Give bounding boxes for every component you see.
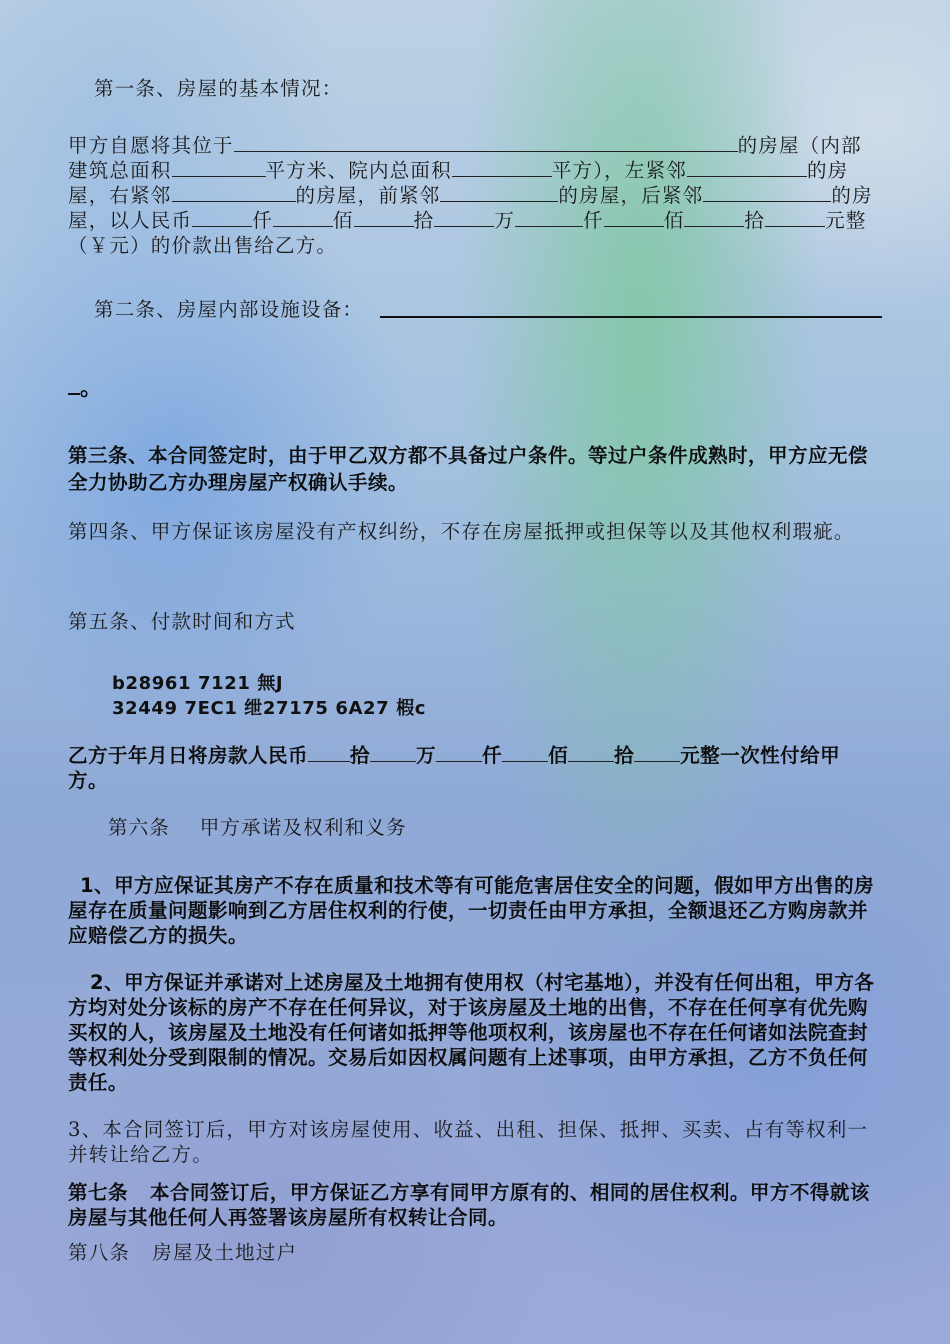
blank-amount-5	[515, 208, 583, 227]
article-6-title: 第六条 甲方承诺及权利和义务	[108, 816, 407, 839]
art1-text-8: 的房屋，以人民币	[68, 184, 873, 232]
blank-facilities	[380, 316, 882, 318]
blank-pay-6	[634, 743, 680, 762]
blank-left-neighbor	[687, 158, 807, 177]
article-3: 第三条、本合同签定时，由于甲乙双方都不具备过户条件。等过户条件成熟时，甲方应无偿全力协助乙方办理房屋产权确认手续。	[68, 444, 869, 494]
blank-amount-6	[604, 208, 664, 227]
blank-front-neighbor	[440, 183, 558, 202]
article-6-item-1: 1、甲方应保证其房产不存在质量和技术等有可能危害居住安全的问题，假如甲方出售的房屋存在质量问题影响到乙方居住权利的行使，一切责任由甲方承担，全额退还乙方购房款并应赔偿乙方的损失。	[68, 874, 875, 947]
art1-unit-wan: 万	[494, 209, 516, 232]
art1-text-6: 的房屋，前紧邻	[295, 184, 441, 207]
blank-amount-2	[273, 208, 333, 227]
art1-unit-qian: 仟	[252, 209, 273, 232]
blank-amount-3	[354, 208, 414, 227]
art1-text-7: 的房屋，后紧邻	[558, 184, 704, 207]
blank-amount-4	[434, 208, 494, 227]
article-2-end	[68, 375, 876, 401]
blank-pay-4	[502, 743, 548, 762]
article-7: 第七条 本合同签订后，甲方保证乙方享有同甲方原有的、相同的居住权利。甲方不得就该房屋与其他任何人再签署该房屋所有权转让合同。	[68, 1181, 870, 1229]
art1-text-2: 的房屋（内部建筑总面积	[68, 134, 862, 182]
article-5-payment	[68, 743, 876, 793]
blank-pay-3	[436, 743, 482, 762]
pay-text-a: 乙方于年月日将房款人民币	[68, 744, 309, 767]
art1-unit-shi: 拾	[413, 209, 435, 232]
blank-pay-1	[308, 743, 350, 762]
art1-unit-qian-2: 仟	[583, 209, 604, 232]
article-5-title: 第五条、付款时间和方式	[68, 610, 296, 633]
pay-unit-bai: 佰	[548, 744, 569, 767]
blank-pay-2	[370, 743, 416, 762]
article-8-title: 第八条 房屋及土地过户	[68, 1241, 298, 1264]
art1-text-1: 甲方自愿将其位于	[68, 134, 234, 157]
article-1-body	[68, 133, 876, 258]
art1-text-3: 平方米、院内总面积	[265, 159, 452, 182]
article-6-item-3: 3、本合同签订后，甲方对该房屋使用、收益、出租、担保、抵押、买卖、占有等权利一并转让给乙方。	[68, 1118, 869, 1166]
article-6-item-2: 2、甲方保证并承诺对上述房屋及土地拥有使用权（村宅基地），并没有任何出租，甲方各方均对处分该标的房产不存在任何异议，对于该房屋及土地的出售，不存在任何享有优先购买权的人，该房屋及土地没有任何诸如抵押等他项权利，该房屋也不存在任何诸如法院查封等权利处分受到限制的情况。交易后如因权属问题有上述事项，由甲方承担，乙方不负任何责任。	[68, 971, 875, 1094]
art1-unit-shi-2: 拾	[744, 209, 766, 232]
art1-text-4: 平方），左紧邻	[551, 159, 687, 182]
blank-building-area	[172, 158, 266, 177]
art2-period: 。	[80, 376, 103, 401]
garbled-code-line-1: b28961 7121 無J	[112, 673, 284, 694]
art1-text-9: 元整（￥元）的价款出售给乙方。	[68, 209, 867, 257]
blank-amount-1	[192, 208, 252, 227]
blank-amount-7	[684, 208, 744, 227]
pay-text-b: 元整一次性付给甲方。	[68, 744, 841, 792]
art1-unit-bai: 佰	[332, 209, 354, 232]
art1-text-5: 的房屋，右紧邻	[68, 159, 849, 207]
pay-unit-qian: 仟	[482, 744, 503, 767]
blank-amount-8	[765, 208, 825, 227]
blank-location	[234, 133, 738, 152]
article-1-title: 第一条、房屋的基本情况：	[94, 77, 343, 100]
pay-unit-shi-2: 拾	[614, 744, 635, 767]
blank-facilities-end	[68, 375, 80, 395]
blank-back-neighbor	[703, 183, 831, 202]
pay-unit-wan: 万	[416, 744, 437, 767]
garbled-code-line-2: 32449 7EC1 绁27175 6A27 椵c	[112, 698, 427, 719]
blank-yard-area	[452, 158, 552, 177]
blank-right-neighbor	[172, 183, 296, 202]
blank-pay-5	[568, 743, 614, 762]
article-2-title: 第二条、房屋内部设施设备：	[94, 298, 364, 321]
article-4: 第四条、甲方保证该房屋没有产权纠纷，不存在房屋抵押或担保等以及其他权利瑕疵。	[68, 520, 855, 543]
art1-unit-bai-2: 佰	[663, 209, 685, 232]
pay-unit-shi: 拾	[350, 744, 371, 767]
